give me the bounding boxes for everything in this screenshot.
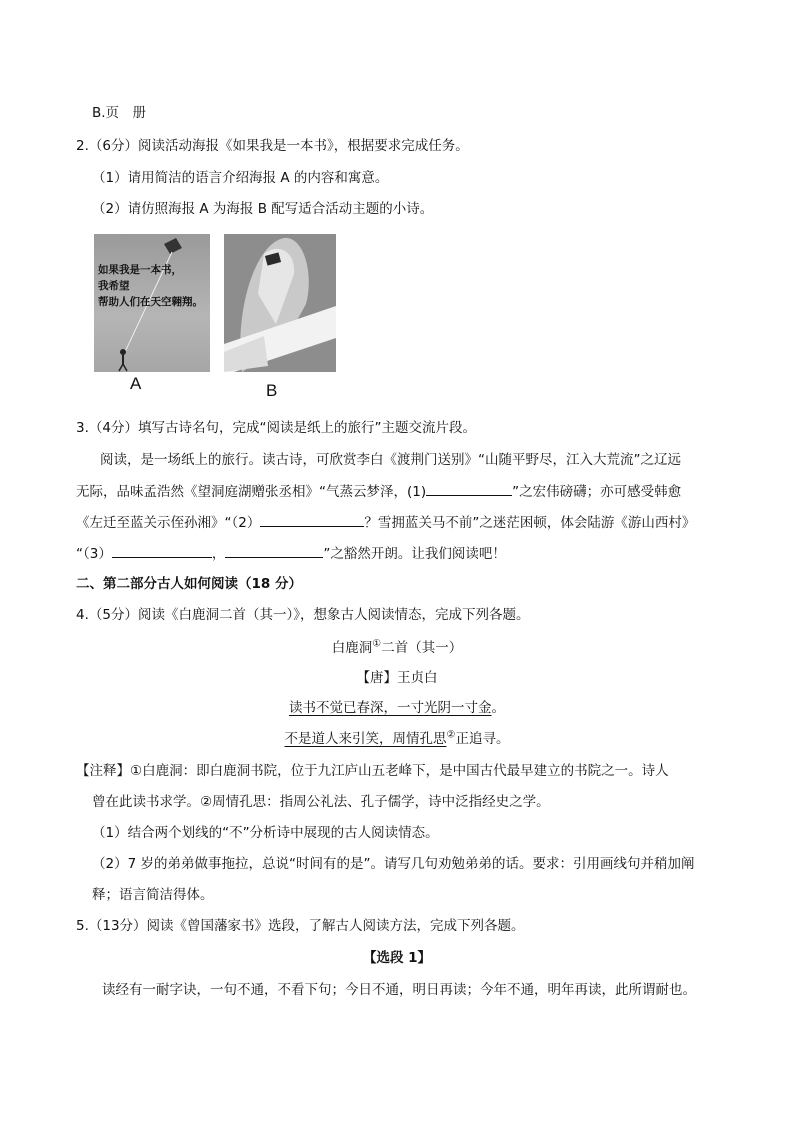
q2-sub1: （1）请用简洁的语言介绍海报 A 的内容和寓意。 [92,170,389,186]
poem-text: 不是道人来引笑，周情孔思 [284,731,447,747]
footnote-marker-2: ② [446,729,456,741]
poster-b-label: B [266,381,278,400]
q2-heading: 2.（6分）阅读活动海报《如果我是一本书》，根据要求完成任务。 [76,138,469,154]
q3-text: ， [211,546,226,562]
poster-b-book-image [224,234,336,372]
answer-blank-2[interactable] [260,513,364,527]
q3-para-line1: 阅读，是一场纸上的旅行。读古诗，可欣赏李白《渡荆门送别》“山随平野尽，江入大荒流”之辽远 [100,452,681,468]
answer-blank-1[interactable] [426,482,512,496]
poem-text: 读书不觉已春深， [289,700,397,716]
q2-sub2: （2）请仿照海报 A 为海报 B 配写适合活动主题的小诗。 [92,201,434,217]
poem-text: 正追寻。 [455,731,510,747]
underlined-line: 一寸光阴一寸金 [397,700,492,716]
option-b: B.页 册 [92,105,147,121]
q3-para-line3 [76,513,695,532]
q3-text: 《左迁至蓝关示侄孙湘》“（2） [76,515,261,531]
q3-para-line2 [76,482,681,501]
poster-a [94,234,210,372]
poem-note-line2: 曾在此读书求学。②周情孔思：指周公礼法、孔子儒学，诗中泛指经史之学。 [92,794,550,810]
q3-text: ”之豁然开朗。让我们阅读吧！ [323,546,506,562]
selection-1-text: 读经有一耐字诀，一句不通，不看下句；今日不通，明日再读；今年不通，明年再读，此所谓耐也。 [102,982,696,998]
poster-a-text-2: 我希望 [98,280,130,292]
poem-title [0,639,794,657]
answer-blank-3a[interactable] [112,544,212,558]
q3-para-line4 [76,544,506,563]
poem-line-2 [0,730,794,748]
answer-blank-3b[interactable] [225,544,323,558]
q3-text: ？雪拥蓝关马不前”之迷茫困顿，体会陆游《游山西村》 [364,515,696,531]
poem-text: 。 [491,700,505,716]
selection-1-title: 【选段 1】 [362,950,432,966]
section-2-heading: 二、第二部分古人如何阅读（18 分） [76,576,302,592]
poem-note-line1: 【注释】①白鹿洞：即白鹿洞书院，位于九江庐山五老峰下，是中国古代最早建立的书院之一。诗人 [76,763,669,779]
q4-heading: 4.（5分）阅读《白鹿洞二首（其一）》，想象古人阅读情态，完成下列各题。 [76,607,530,623]
footnote-marker-1: ① [372,638,382,650]
q3-text: “（3） [76,546,112,562]
q3-text: 无际，品味孟浩然《望洞庭湖赠张丞相》“气蒸云梦泽，(1) [76,484,427,500]
q3-text: ”之宏伟磅礴；亦可感受韩愈 [512,484,682,500]
q4-sub2-line1: （2）7 岁的弟弟做事拖拉，总说“时间有的是”。请写几句劝勉弟弟的话。要求：引用画线句并稍加阐 [92,856,695,872]
poster-a-label: A [130,374,142,393]
poster-a-text-3: 帮助人们在天空翱翔。 [98,296,203,308]
poem-line-1 [0,699,794,717]
q4-sub2-line2: 释；语言简洁得体。 [92,887,214,903]
poem-author: 【唐】王贞白 [356,670,438,686]
q4-sub1: （1）结合两个划线的“不”分析诗中展现的古人阅读情态。 [92,825,439,841]
poem-title-text: 二首（其一） [381,640,463,656]
q5-heading: 5.（13分）阅读《曾国藩家书》选段，了解古人阅读方法，完成下列各题。 [76,918,525,934]
poster-b [224,234,336,372]
poster-a-text-1: 如果我是一本书， [98,264,182,276]
poem-title-text: 白鹿洞 [331,640,373,656]
q3-heading: 3.（4分）填写古诗名句，完成“阅读是纸上的旅行”主题交流片段。 [76,420,476,436]
